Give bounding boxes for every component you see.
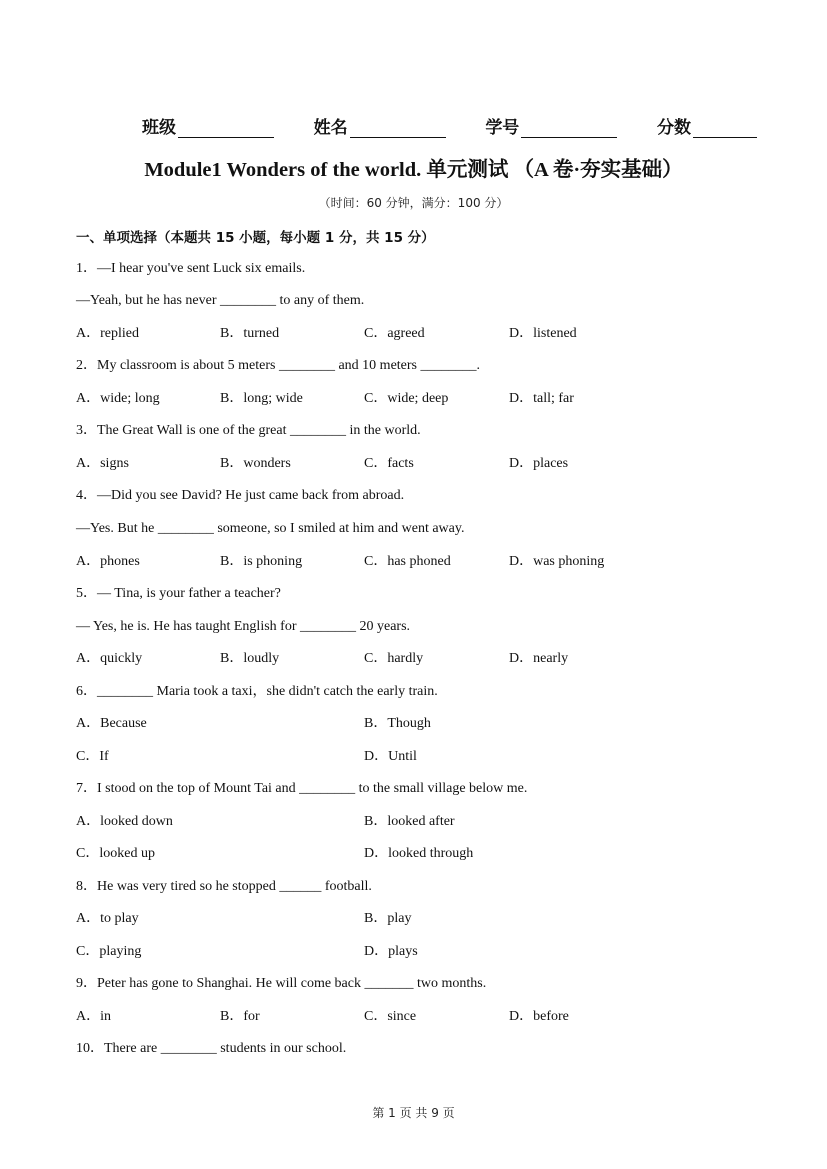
class-blank (178, 119, 274, 138)
question-8-option-c: C．playing (76, 944, 142, 959)
section-heading: 一、单项选择（本题共 15 小题，每小题 1 分，共 15 分） (76, 230, 435, 246)
question-1-option-d: D．listened (509, 326, 577, 341)
question-3-option-c: C．facts (364, 456, 414, 471)
question-5-option-c: C．hardly (364, 651, 424, 666)
page-number: 第 1 页 共 9 页 (372, 1106, 455, 1120)
question-1-option-a: A．replied (76, 326, 139, 341)
question-5-option-b: B．loudly (220, 651, 280, 666)
question-9-option-c: C．since (364, 1009, 417, 1024)
student-id-blank (521, 119, 617, 138)
question-7-option-c: C．looked up (76, 846, 155, 861)
student-info-row (142, 110, 757, 138)
student-id-field (485, 113, 617, 138)
question-4-option-a: A．phones (76, 554, 140, 569)
score-field (657, 113, 757, 138)
question-4-option-c: C．has phoned (364, 554, 451, 569)
question-9-option-b: B．for (220, 1009, 260, 1024)
question-8-option-a: A．to play (76, 911, 139, 926)
question-1-line-1: 1．—I hear you've sent Luck six emails. (76, 261, 306, 276)
question-8-option-b: B．play (364, 911, 412, 926)
class-label: 班级 (142, 118, 176, 138)
question-6-option-a: A．Because (76, 716, 147, 731)
name-blank (350, 119, 446, 138)
question-7-option-b: B．looked after (364, 814, 455, 829)
question-3-option-a: A．signs (76, 456, 129, 471)
question-4-line-2: —Yes. But he ________ someone, so I smiled at him and went away. (76, 521, 465, 536)
score-blank (693, 119, 757, 138)
question-1-line-2: —Yeah, but he has never ________ to any of them. (76, 293, 365, 308)
exam-time-score: （时间：60 分钟，满分：100 分） (318, 196, 509, 210)
question-6-line-1: 6．________ Maria took a taxi，she didn't catch the early train. (76, 684, 438, 699)
question-7-option-a: A．looked down (76, 814, 173, 829)
question-5-line-2: — Yes, he is. He has taught English for ________ 20 years. (76, 619, 411, 634)
class-field (142, 113, 274, 138)
question-6-option-b: B．Though (364, 716, 431, 731)
question-4-option-d: D．was phoning (509, 554, 605, 569)
question-5-option-a: A．quickly (76, 651, 143, 666)
question-2-line-1: 2．My classroom is about 5 meters ________ and 10 meters ________. (76, 358, 481, 373)
name-field (314, 113, 446, 138)
question-7-option-d: D．looked through (364, 846, 474, 861)
question-6-option-c: C．If (76, 749, 109, 764)
question-4-line-1: 4．—Did you see David? He just came back from abroad. (76, 488, 405, 503)
question-3-option-b: B．wonders (220, 456, 291, 471)
question-2-option-b: B．long; wide (220, 391, 303, 406)
question-2-option-a: A．wide; long (76, 391, 160, 406)
question-5-line-1: 5．— Tina, is your father a teacher? (76, 586, 281, 601)
question-8-line-1: 8．He was very tired so he stopped ______ football. (76, 879, 372, 894)
page-title: Module1 Wonders of the world. 单元测试 （A 卷·夯实基础） (144, 159, 683, 181)
question-2-option-c: C．wide; deep (364, 391, 449, 406)
question-1-option-c: C．agreed (364, 326, 425, 341)
question-10-line-1: 10．There are ________ students in our school. (76, 1041, 347, 1056)
question-9-line-1: 9．Peter has gone to Shanghai. He will come back _______ two months. (76, 976, 487, 991)
question-2-option-d: D．tall; far (509, 391, 574, 406)
question-4-option-b: B．is phoning (220, 554, 303, 569)
question-8-option-d: D．plays (364, 944, 418, 959)
question-1-option-b: B．turned (220, 326, 280, 341)
question-9-option-d: D．before (509, 1009, 569, 1024)
question-6-option-d: D．Until (364, 749, 417, 764)
question-3-option-d: D．places (509, 456, 569, 471)
question-3-line-1: 3．The Great Wall is one of the great ________ in the world. (76, 423, 421, 438)
student-id-label: 学号 (485, 118, 520, 138)
score-label: 分数 (656, 118, 691, 138)
question-5-option-d: D．nearly (509, 651, 569, 666)
question-7-line-1: 7．I stood on the top of Mount Tai and ________ to the small village below me. (76, 781, 528, 796)
name-label: 姓名 (313, 118, 348, 138)
question-9-option-a: A．in (76, 1009, 111, 1024)
